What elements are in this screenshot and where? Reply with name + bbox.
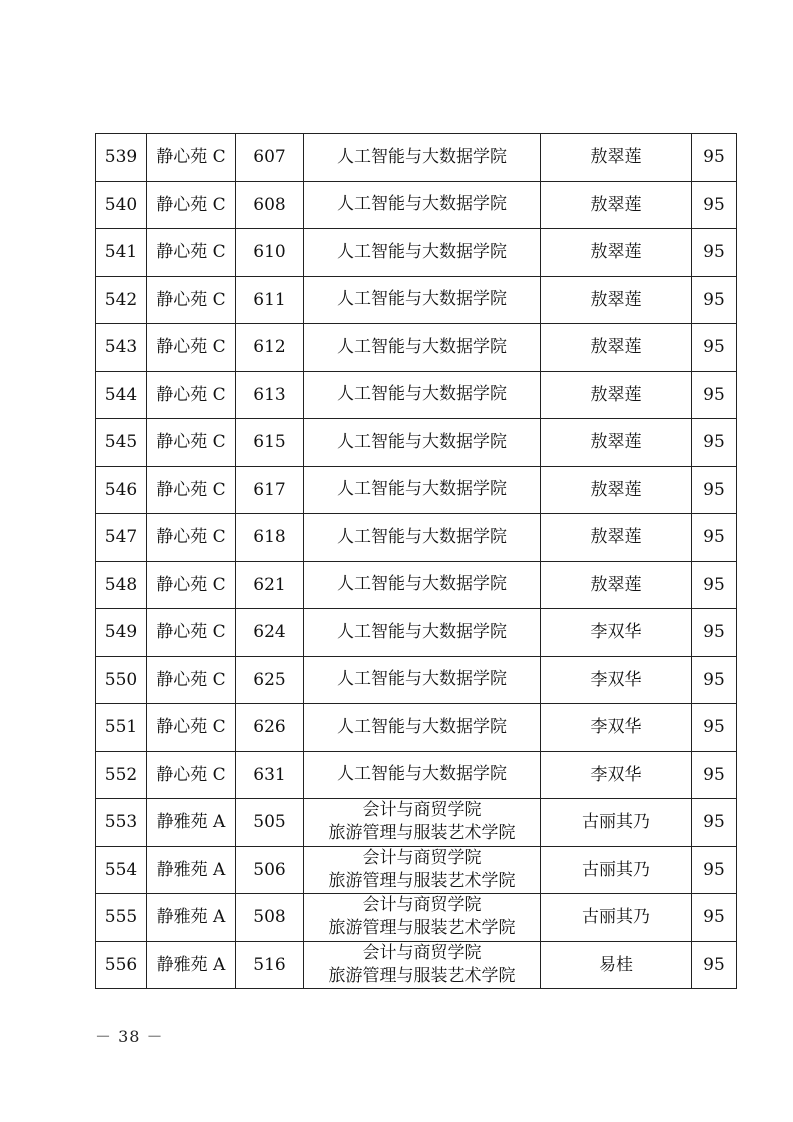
inspector-cell: 李双华 [541, 751, 692, 799]
college-cell [304, 181, 541, 229]
score-cell: 95 [692, 134, 737, 182]
table-row [96, 134, 737, 182]
room-number-cell: 612 [236, 324, 304, 372]
inspector-cell: 敖翠莲 [541, 561, 692, 609]
table-row [96, 419, 737, 467]
score-cell: 95 [692, 799, 737, 847]
college-cell [304, 609, 541, 657]
room-number-cell: 617 [236, 466, 304, 514]
score-cell: 95 [692, 846, 737, 894]
building-cell: 静心苑 C [147, 324, 236, 372]
college-cell [304, 466, 541, 514]
college-name: 人工智能与大数据学院 [337, 526, 507, 547]
college-name: 人工智能与大数据学院 [337, 716, 507, 737]
college-name: 会计与商贸学院 [362, 895, 482, 916]
score-cell: 95 [692, 371, 737, 419]
table-row [96, 656, 737, 704]
inspector-cell: 敖翠莲 [541, 514, 692, 562]
score-cell: 95 [692, 514, 737, 562]
table-row [96, 371, 737, 419]
room-number-cell: 610 [236, 229, 304, 277]
row-number-cell: 543 [96, 324, 147, 372]
building-cell: 静雅苑 A [147, 799, 236, 847]
building-cell: 静雅苑 A [147, 846, 236, 894]
score-cell: 95 [692, 894, 737, 942]
college-cell [304, 229, 541, 277]
building-cell: 静心苑 C [147, 466, 236, 514]
room-number-cell: 516 [236, 941, 304, 989]
score-cell: 95 [692, 609, 737, 657]
room-number-cell: 631 [236, 751, 304, 799]
college-name: 旅游管理与服装艺术学院 [328, 965, 516, 986]
table-row [96, 751, 737, 799]
college-cell [304, 276, 541, 324]
score-cell: 95 [692, 656, 737, 704]
row-number-cell: 539 [96, 134, 147, 182]
college-name: 人工智能与大数据学院 [337, 289, 507, 310]
building-cell: 静心苑 C [147, 609, 236, 657]
row-number-cell: 547 [96, 514, 147, 562]
score-cell: 95 [692, 561, 737, 609]
college-cell [304, 419, 541, 467]
row-number-cell: 550 [96, 656, 147, 704]
room-number-cell: 506 [236, 846, 304, 894]
building-cell: 静心苑 C [147, 751, 236, 799]
score-cell: 95 [692, 324, 737, 372]
building-cell: 静心苑 C [147, 371, 236, 419]
room-number-cell: 624 [236, 609, 304, 657]
inspector-cell: 敖翠莲 [541, 134, 692, 182]
row-number-cell: 552 [96, 751, 147, 799]
college-cell [304, 656, 541, 704]
college-name: 人工智能与大数据学院 [337, 574, 507, 595]
table-body [96, 134, 737, 989]
inspector-cell: 敖翠莲 [541, 419, 692, 467]
inspector-cell: 敖翠莲 [541, 371, 692, 419]
table-row [96, 324, 737, 372]
row-number-cell: 551 [96, 704, 147, 752]
room-number-cell: 505 [236, 799, 304, 847]
college-cell [304, 514, 541, 562]
college-name: 旅游管理与服装艺术学院 [328, 918, 516, 939]
building-cell: 静心苑 C [147, 419, 236, 467]
inspector-cell: 古丽其乃 [541, 799, 692, 847]
room-number-cell: 618 [236, 514, 304, 562]
college-cell [304, 324, 541, 372]
college-name: 旅游管理与服装艺术学院 [328, 870, 516, 891]
table-row [96, 704, 737, 752]
college-cell [304, 134, 541, 182]
score-cell: 95 [692, 419, 737, 467]
score-cell: 95 [692, 276, 737, 324]
inspector-cell: 古丽其乃 [541, 894, 692, 942]
row-number-cell: 554 [96, 846, 147, 894]
college-name: 人工智能与大数据学院 [337, 194, 507, 215]
college-cell [304, 799, 541, 847]
row-number-cell: 549 [96, 609, 147, 657]
inspector-cell: 李双华 [541, 656, 692, 704]
inspector-cell: 敖翠莲 [541, 466, 692, 514]
college-name: 人工智能与大数据学院 [337, 764, 507, 785]
table-row [96, 466, 737, 514]
building-cell: 静心苑 C [147, 656, 236, 704]
college-name: 会计与商贸学院 [362, 800, 482, 821]
building-cell: 静心苑 C [147, 229, 236, 277]
row-number-cell: 548 [96, 561, 147, 609]
college-cell [304, 371, 541, 419]
building-cell: 静心苑 C [147, 704, 236, 752]
inspector-cell: 李双华 [541, 609, 692, 657]
table-row [96, 561, 737, 609]
building-cell: 静心苑 C [147, 276, 236, 324]
row-number-cell: 540 [96, 181, 147, 229]
room-number-cell: 615 [236, 419, 304, 467]
building-cell: 静雅苑 A [147, 894, 236, 942]
college-name: 人工智能与大数据学院 [337, 241, 507, 262]
room-number-cell: 621 [236, 561, 304, 609]
table-row [96, 846, 737, 894]
score-cell: 95 [692, 466, 737, 514]
college-cell [304, 941, 541, 989]
inspector-cell: 敖翠莲 [541, 324, 692, 372]
table-row [96, 276, 737, 324]
room-number-cell: 607 [236, 134, 304, 182]
building-cell: 静雅苑 A [147, 941, 236, 989]
college-name: 人工智能与大数据学院 [337, 621, 507, 642]
college-cell [304, 894, 541, 942]
inspector-cell: 敖翠莲 [541, 181, 692, 229]
college-name: 人工智能与大数据学院 [337, 336, 507, 357]
building-cell: 静心苑 C [147, 514, 236, 562]
inspector-cell: 古丽其乃 [541, 846, 692, 894]
score-cell: 95 [692, 181, 737, 229]
score-cell: 95 [692, 751, 737, 799]
inspector-cell: 易桂 [541, 941, 692, 989]
row-number-cell: 544 [96, 371, 147, 419]
college-name: 人工智能与大数据学院 [337, 669, 507, 690]
table-row [96, 514, 737, 562]
building-cell: 静心苑 C [147, 561, 236, 609]
building-cell: 静心苑 C [147, 181, 236, 229]
row-number-cell: 541 [96, 229, 147, 277]
row-number-cell: 556 [96, 941, 147, 989]
inspector-cell: 敖翠莲 [541, 229, 692, 277]
college-cell [304, 561, 541, 609]
page-number: － 38 － [95, 1027, 164, 1046]
row-number-cell: 555 [96, 894, 147, 942]
room-number-cell: 508 [236, 894, 304, 942]
building-cell: 静心苑 C [147, 134, 236, 182]
table-row [96, 799, 737, 847]
college-name: 会计与商贸学院 [362, 942, 482, 963]
table-row [96, 894, 737, 942]
college-cell [304, 846, 541, 894]
room-number-cell: 613 [236, 371, 304, 419]
score-cell: 95 [692, 941, 737, 989]
college-name: 人工智能与大数据学院 [337, 146, 507, 167]
dormitory-score-table [95, 133, 737, 989]
room-number-cell: 611 [236, 276, 304, 324]
college-cell [304, 704, 541, 752]
table-row [96, 609, 737, 657]
college-name: 人工智能与大数据学院 [337, 431, 507, 452]
college-name: 会计与商贸学院 [362, 847, 482, 868]
college-cell [304, 751, 541, 799]
inspector-cell: 李双华 [541, 704, 692, 752]
table-row [96, 181, 737, 229]
college-name: 人工智能与大数据学院 [337, 384, 507, 405]
score-cell: 95 [692, 229, 737, 277]
row-number-cell: 553 [96, 799, 147, 847]
score-cell: 95 [692, 704, 737, 752]
room-number-cell: 608 [236, 181, 304, 229]
row-number-cell: 546 [96, 466, 147, 514]
table-row [96, 229, 737, 277]
table-row [96, 941, 737, 989]
row-number-cell: 542 [96, 276, 147, 324]
college-name: 旅游管理与服装艺术学院 [328, 823, 516, 844]
college-name: 人工智能与大数据学院 [337, 479, 507, 500]
row-number-cell: 545 [96, 419, 147, 467]
room-number-cell: 626 [236, 704, 304, 752]
room-number-cell: 625 [236, 656, 304, 704]
inspector-cell: 敖翠莲 [541, 276, 692, 324]
